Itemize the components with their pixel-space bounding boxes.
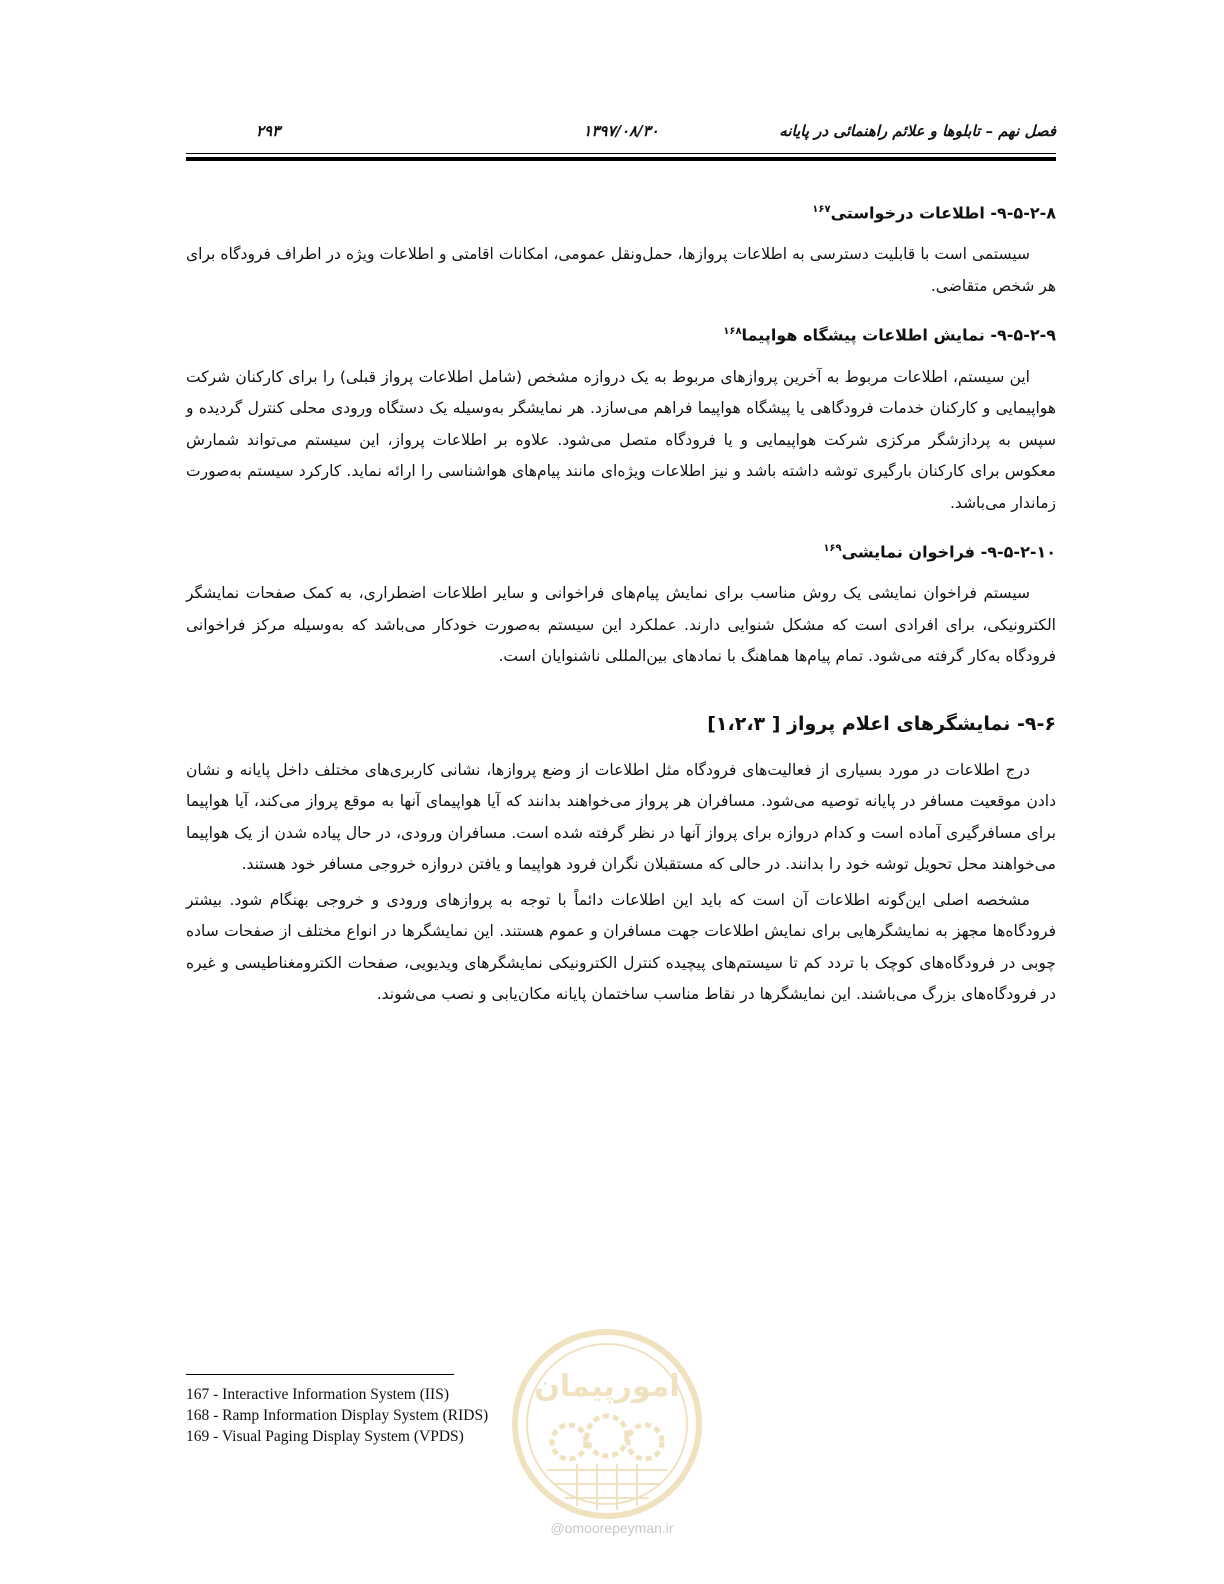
paragraph: درج اطلاعات در مورد بسیاری از فعالیت‌های فرودگاه مثل اطلاعات از وضع پروازها، نشانی کاربری‌های مختلف داخل پایانه و نشان دادن موقعیت مسافر در پایانه توصیه می‌شود. مسافران هر پرواز می‌خواهند بدانند که آیا هواپیمای آنها به موقع پرواز می‌کند، آیا هواپیما برای مسافرگیری آماده است و کدام دروازه برای پرواز آنها در نظر گرفته شده است. مسافران ورودی، در حال پیاده شدن از یک هواپیما می‌خواهند محل تحویل توشه خود را بدانند. در حالی که مستقبلان نگران فرود هواپیما و یافتن دروازه خروجی مسافر خود هستند. xyxy=(186,760,1056,874)
paragraph: سیستم فراخوان نمایشی یک روش مناسب برای نمایش پیام‌های فراخوانی و سایر اطلاعات اضطراری، به کمک صفحات نمایشگر الکترونیکی، برای افرادی است که مشکل شنوایی دارند. عملکرد این سیستم به‌صورت خودکار می‌باشد که به‌وسیله مرکز فراخوانی فرودگاه به‌کار گرفته می‌شود. تمام پیام‌ها هماهنگ با نمادهای بین‌المللی ناشنوایان است. xyxy=(186,584,1056,666)
watermark-site: @omoorepeyman.ir xyxy=(550,1520,674,1536)
heading-text: ۹-۵-۲-۱۰- فراخوان نمایشی xyxy=(841,542,1056,562)
paragraph: مشخصه اصلی این‌گونه اطلاعات آن است که باید این اطلاعات دائماً با توجه به پروازهای ورودی و خروجی بهنگام شود. بیشتر فرودگاه‌ها مجهز به نمایشگرهایی برای نمایش اطلاعات جهت مسافران و عموم هستند. این نمایشگرها در انواع مختلف از صفحات ساده چوبی در فرودگاه‌های کوچک با تردد کم تا سیستم‌های پیچیده کنترل الکترونیکی نمایشگرهای ویدیویی، صفحات الکترومغناطیسی و غیره در فرودگاه‌های بزرگ می‌باشند. این نمایشگرها در نقاط مناسب ساختمان پایانه مکان‌یابی و نصب می‌شوند. xyxy=(186,890,1056,1004)
section-heading-9-5-2-9 xyxy=(186,318,1056,349)
chapter-title: فصل نهم – تابلوها و علائم راهنمائی در پایانه xyxy=(779,122,1056,140)
watermark-logo-text: امورپیمان xyxy=(534,1369,680,1404)
header-date: ۱۳۹۷/۰۸/۳۰ xyxy=(583,122,659,140)
footnote-ref-167[interactable]: ۱۶۷ xyxy=(812,204,831,215)
section-heading-9-6: ۹-۶- نمایشگرهای اعلام پرواز [ ۱،۲،۳] xyxy=(707,712,1056,735)
paragraph: این سیستم، اطلاعات مربوط به آخرین پروازهای مربوط به یک دروازه مشخص (شامل اطلاعات پرواز قبلی) را برای کارکنان شرکت هواپیمایی و کارکنان خدمات فرودگاهی یا پیشگاه هواپیما فراهم می‌سازد. هر نمایشگر به‌وسیله یک دستگاه ورودی محلی کنترل گردیده و سپس به پردازشگر مرکزی شرکت هواپیمایی و یا فرودگاه متصل می‌شود. علاوه بر اطلاعات پرواز، این سیستم می‌تواند شمارش معکوس برای کارکنان بارگیری توشه داشته باشد و نیز اطلاعات ویژه‌ای مانند پیام‌های هواشناسی را ارائه نماید. کارکرد سیستم به‌صورت زماندار می‌باشد. xyxy=(186,367,1056,512)
footnote-rule xyxy=(186,1374,454,1375)
heading-text: ۹-۵-۲-۹- نمایش اطلاعات پیشگاه هواپیما xyxy=(741,325,1056,345)
header-rule-thin xyxy=(186,153,1056,154)
running-header xyxy=(186,118,1056,148)
body-content xyxy=(186,196,1056,1027)
footnote-ref-168[interactable]: ۱۶۸ xyxy=(723,326,742,338)
watermark-seal-icon xyxy=(507,1324,707,1524)
page-number: ۲۹۳ xyxy=(256,122,281,140)
footnote-ref-169[interactable]: ۱۶۹ xyxy=(823,543,842,555)
heading-text: ۹-۵-۲-۸- اطلاعات درخواستی xyxy=(830,203,1056,223)
footnote-169: 169 - Visual Paging Display System (VPDS) xyxy=(186,1428,464,1445)
header-rule-thick xyxy=(186,157,1056,161)
footnote-167: 167 - Interactive Information System (IIS) xyxy=(186,1386,449,1403)
paragraph: سیستمی است با قابلیت دسترسی به اطلاعات پروازها، حمل‌ونقل عمومی، امکانات اقامتی و اطلاعات ویژه در اطراف فرودگاه برای هر شخص متقاضی. xyxy=(186,245,1056,295)
footnote-168: 168 - Ramp Information Display System (RIDS) xyxy=(186,1407,489,1424)
section-heading-9-5-2-8 xyxy=(186,196,1056,227)
section-heading-9-5-2-10 xyxy=(186,535,1056,566)
